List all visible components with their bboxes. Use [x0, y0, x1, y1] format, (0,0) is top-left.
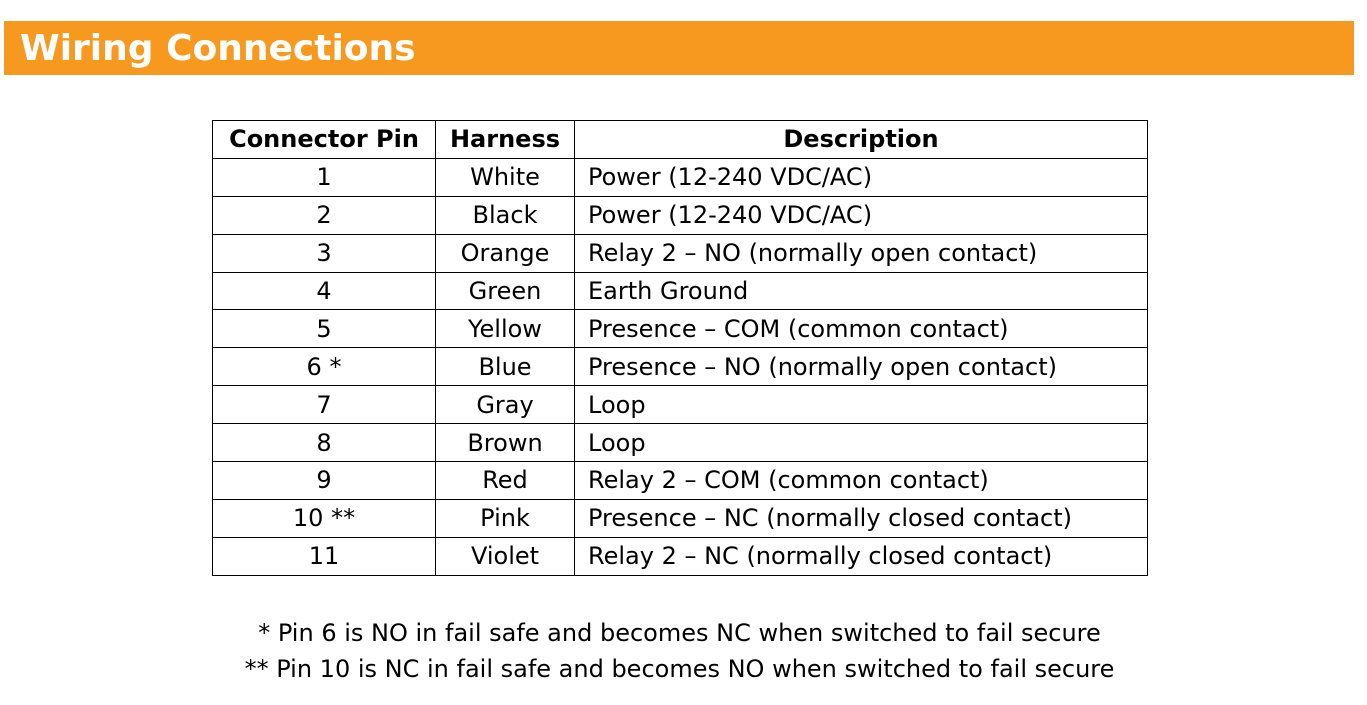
table-row	[213, 499, 1148, 537]
table-row	[213, 348, 1148, 386]
header-bar	[4, 21, 1354, 75]
description-cell: Presence – COM (common contact)	[575, 310, 1148, 348]
harness-cell: Yellow	[436, 310, 575, 348]
description-cell: Earth Ground	[575, 272, 1148, 310]
pin-cell: 11	[213, 537, 436, 575]
column-header-connector-pin: Connector Pin	[213, 121, 436, 159]
footnotes	[212, 615, 1147, 687]
harness-cell: Brown	[436, 424, 575, 462]
column-header-description: Description	[575, 121, 1148, 159]
description-cell: Power (12-240 VDC/AC)	[575, 158, 1148, 196]
harness-cell: Red	[436, 462, 575, 500]
pin-cell: 6 *	[213, 348, 436, 386]
description-cell: Loop	[575, 386, 1148, 424]
table-row	[213, 272, 1148, 310]
table-row	[213, 310, 1148, 348]
pin-cell: 5	[213, 310, 436, 348]
description-cell: Loop	[575, 424, 1148, 462]
table-row	[213, 537, 1148, 575]
table-row	[213, 234, 1148, 272]
harness-cell: Blue	[436, 348, 575, 386]
harness-cell: Gray	[436, 386, 575, 424]
pin-cell: 10 **	[213, 499, 436, 537]
table-row	[213, 158, 1148, 196]
wiring-table	[212, 120, 1148, 576]
pin-cell: 2	[213, 196, 436, 234]
harness-cell: Violet	[436, 537, 575, 575]
footnote-pin-10: ** Pin 10 is NC in fail safe and becomes NO when switched to fail secure	[244, 655, 1115, 683]
description-cell: Relay 2 – COM (common contact)	[575, 462, 1148, 500]
description-cell: Presence – NO (normally open contact)	[575, 348, 1148, 386]
description-cell: Relay 2 – NO (normally open contact)	[575, 234, 1148, 272]
description-cell: Presence – NC (normally closed contact)	[575, 499, 1148, 537]
harness-cell: Black	[436, 196, 575, 234]
table-row	[213, 424, 1148, 462]
pin-cell: 1	[213, 158, 436, 196]
harness-cell: White	[436, 158, 575, 196]
table-row	[213, 386, 1148, 424]
harness-cell: Pink	[436, 499, 575, 537]
page-title: Wiring Connections	[20, 28, 416, 69]
description-cell: Power (12-240 VDC/AC)	[575, 196, 1148, 234]
table-row	[213, 196, 1148, 234]
footnote-pin-6: * Pin 6 is NO in fail safe and becomes NC when switched to fail secure	[258, 619, 1101, 647]
harness-cell: Green	[436, 272, 575, 310]
pin-cell: 3	[213, 234, 436, 272]
table-row	[213, 462, 1148, 500]
pin-cell: 4	[213, 272, 436, 310]
pin-cell: 9	[213, 462, 436, 500]
description-cell: Relay 2 – NC (normally closed contact)	[575, 537, 1148, 575]
harness-cell: Orange	[436, 234, 575, 272]
pin-cell: 7	[213, 386, 436, 424]
table-header-row	[213, 121, 1148, 159]
pin-cell: 8	[213, 424, 436, 462]
column-header-harness: Harness	[436, 121, 575, 159]
